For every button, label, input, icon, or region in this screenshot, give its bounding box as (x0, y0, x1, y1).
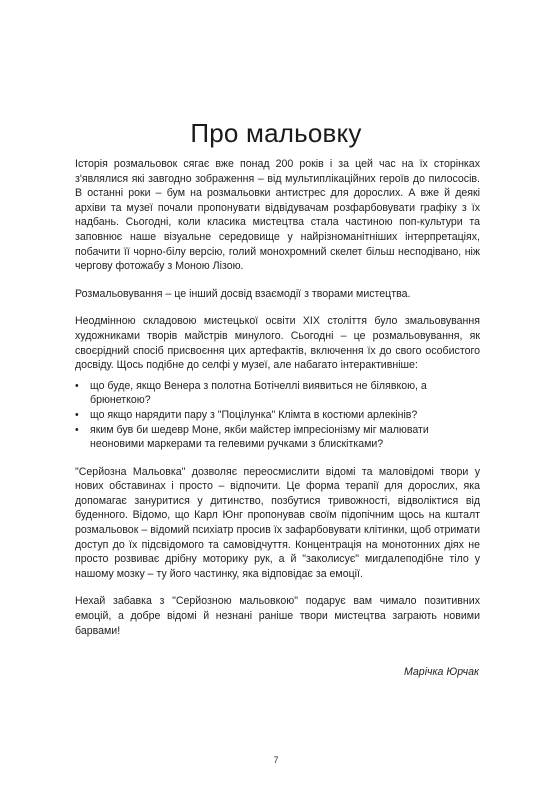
bullet-marker: • (75, 408, 79, 421)
page-number: 7 (273, 755, 279, 765)
bullet-item (75, 379, 480, 408)
education-paragraph: Неодмінною складовою мистецької освіти XIX століття було змальовування художниками творів майстрів минулого. Сьогодні – це розмальовування, як своєрідний спосіб присвоєння цих артефактів, включення їх до свого особистого досвіду. Щось подібне до селфі у музеї, але набагато інтерактивніше: (75, 315, 480, 372)
thesis-paragraph: Розмальовування – це інший досвід взаємодії з творами мистецтва. (75, 287, 411, 300)
bullet-list (75, 379, 480, 452)
bullet-text: що буде, якщо Венера з полотна Ботічеллі виявиться не білявкою, а брюнеткою? (90, 379, 427, 407)
intro-paragraph: Історія розмальовок сягає вже понад 200 років і за цей час на їх сторінках з'являлися які завгодно зображення – від мультиплікаційних героїв до пилососів. В останні роки – бум на розмальовки антистрес для дорослих. А вже й деякі архіви та музеї почали пропонувати відвідувачам розфарбовувати графіку з їх надбань. Сьогодні, коли класика мистецтва стала частиною поп-культури та заповнює наше візуальне середовище у найрізноманітніших інтерпретаціях, побачити її чорно-білу версію, голий монохромний скелет більш несподівано, ніж чергову фотожабу з Моною Лізою. (75, 158, 480, 273)
bullet-text: що якщо нарядити пару з "Поцілунка" Клімта в костюми арлекінів? (90, 408, 418, 421)
closing-paragraph: Нехай забавка з "Серйозною мальовкою" подарує вам чимало позитивних емоцій, а добре відомі й незнані раніше твори мистецтва заграють новими барвами! (75, 595, 480, 637)
author-signature: Марічка Юрчак (403, 666, 479, 678)
bullet-text: яким був би шедевр Моне, якби майстер імпресіонізму міг малювати неоновими маркерами та гелевими ручками з блискітками? (90, 423, 429, 451)
page-title: Про мальовку (190, 118, 362, 148)
therapy-paragraph: "Серйозна Мальовка" дозволяє переосмислити відомі та маловідомі твори у нових обставинах і просто – відпочити. Це форма терапії для дорослих, яка допомагає зануритися у дитинство, позбутися тривожності, відволіктися від буденного. Відомо, що Карл Юнг пропонував своїм підопічним щось на кшталт розмальовок – відомий психіатр просив їх зафарбовувати клітинки, щоб отримати доступ до їх підсвідомого та самовідчуття. Концентрація на монотонних діях не просто розвиває дрібну моторику рук, а й "заколисує" мигдалеподібне тіло у нашому мозку – ту його частинку, яка відповідає за емоції. (75, 465, 480, 580)
bullet-item (75, 423, 480, 452)
document-body (75, 157, 480, 638)
bullet-marker: • (75, 379, 79, 392)
bullet-item (75, 408, 480, 423)
bullet-marker: • (75, 423, 79, 436)
